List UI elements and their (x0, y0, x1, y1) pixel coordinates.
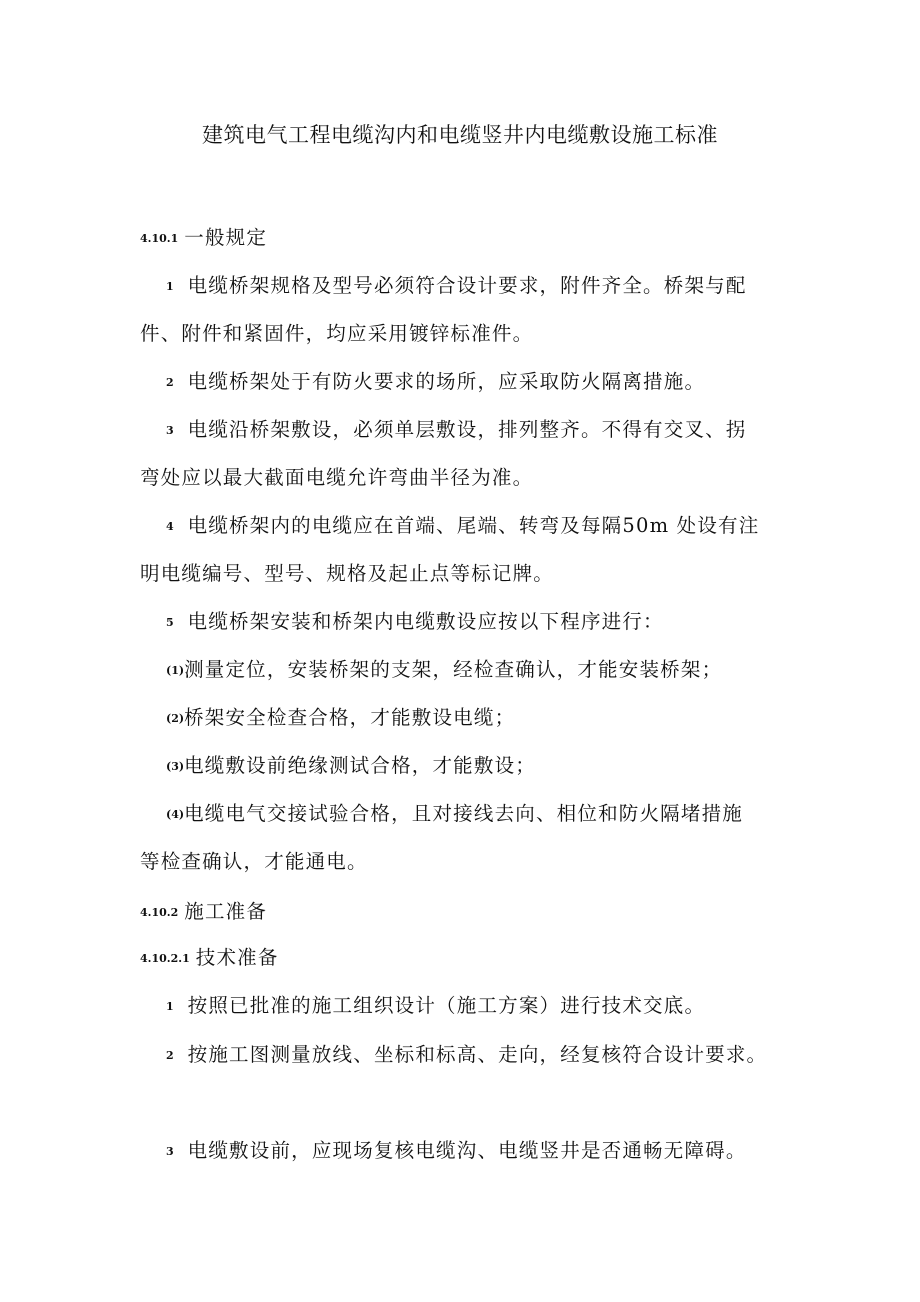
list-item (166, 510, 759, 538)
item-text: 电缆沿桥架敷设，必须单层敷设，排列整齐。不得有交叉、拐 (187, 418, 747, 441)
step-item (166, 702, 515, 730)
item-number: 2 (166, 376, 174, 389)
step-number: (3) (166, 760, 185, 773)
step-number: (1) (166, 664, 185, 677)
item-number: 3 (166, 424, 174, 437)
section-title: 施工准备 (184, 900, 268, 923)
list-item (166, 270, 747, 298)
subsection-heading (140, 942, 279, 970)
step-item (166, 654, 722, 682)
step-text: 电缆电气交接试验合格，且对接线去向、相位和防火隔堵措施 (184, 802, 743, 825)
item-text: 电缆桥架处于有防火要求的场所，应采取防火隔离措施。 (187, 370, 706, 393)
section-number: 4.10.2 (140, 906, 179, 919)
list-item (166, 414, 747, 442)
subsection-title: 技术准备 (195, 946, 279, 969)
item-text: 按施工图测量放线、坐标和标高、走向，经复核符合设计要求。 (187, 1043, 768, 1066)
section-heading (140, 222, 267, 250)
step-item (166, 798, 743, 826)
list-item (166, 1135, 747, 1163)
item-number: 5 (166, 616, 174, 629)
item-number: 3 (166, 1145, 174, 1158)
step-continuation: 等检查确认，才能通电。 (140, 850, 368, 873)
item-number: 1 (166, 1000, 174, 1013)
list-item (166, 990, 705, 1018)
item-text: 电缆桥架规格及型号必须符合设计要求，附件齐全。桥架与配 (187, 274, 747, 297)
step-item (166, 750, 536, 778)
item-continuation: 弯处应以最大截面电缆允许弯曲半径为准。 (140, 466, 534, 489)
item-text: 电缆桥架内的电缆应在首端、尾端、转弯及每隔50m 处设有注 (187, 514, 760, 537)
item-number: 4 (166, 520, 174, 533)
list-item (166, 606, 664, 634)
list-item (166, 366, 705, 394)
list-item (166, 1039, 767, 1067)
item-text: 电缆敷设前，应现场复核电缆沟、电缆竖井是否通畅无障碍。 (187, 1139, 747, 1162)
item-text: 电缆桥架安装和桥架内电缆敷设应按以下程序进行： (187, 610, 664, 633)
item-continuation: 件、附件和紧固件，均应采用镀锌标准件。 (140, 322, 534, 345)
step-number: (4) (166, 808, 185, 821)
step-number: (2) (166, 712, 185, 725)
step-text: 电缆敷设前绝缘测试合格，才能敷设； (184, 754, 536, 777)
section-number: 4.10.1 (140, 232, 179, 245)
item-text: 按照已批准的施工组织设计（施工方案）进行技术交底。 (187, 994, 706, 1017)
document-title: 建筑电气工程电缆沟内和电缆竖井内电缆敷设施工标准 (202, 123, 718, 147)
subsection-number: 4.10.2.1 (140, 952, 190, 965)
section-heading (140, 896, 267, 924)
item-continuation: 明电缆编号、型号、规格及起止点等标记牌。 (140, 562, 555, 585)
step-text: 桥架安全检查合格，才能敷设电缆； (184, 706, 516, 729)
section-title: 一般规定 (184, 226, 268, 249)
step-text: 测量定位，安装桥架的支架，经检查确认，才能安装桥架； (184, 658, 723, 681)
item-number: 2 (166, 1049, 174, 1062)
item-number: 1 (166, 280, 174, 293)
